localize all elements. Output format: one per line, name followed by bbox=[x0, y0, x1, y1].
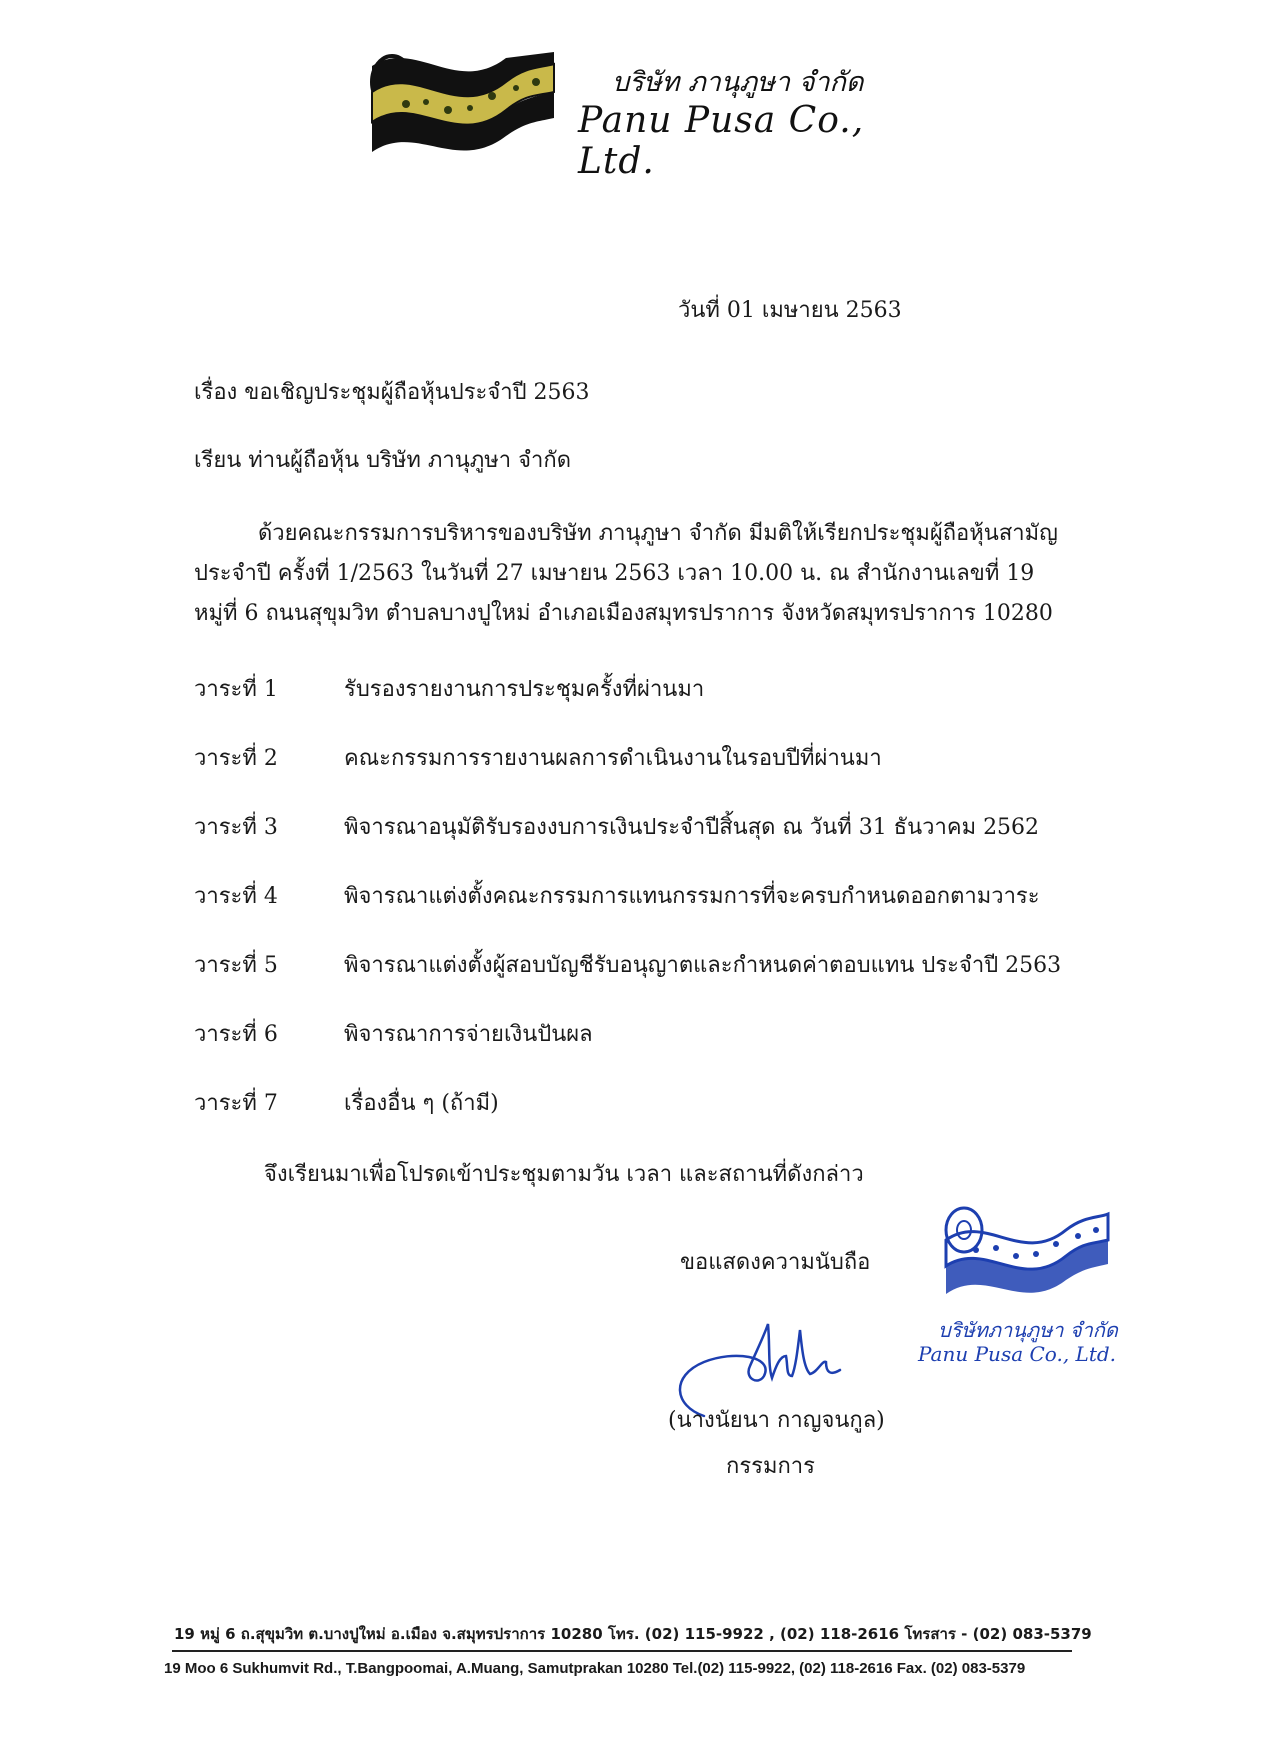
letter-salutation: เรียน ท่านผู้ถือหุ้น บริษัท ภานุภูษา จำกัด bbox=[194, 448, 571, 473]
closing-line: จึงเรียนมาเพื่อโปรดเข้าประชุมตามวัน เวลา และสถานที่ดังกล่าว bbox=[264, 1162, 864, 1187]
footer-address-thai: 19 หมู่ 6 ถ.สุขุมวิท ต.บางปูใหม่ อ.เมือง จ.สมุทรปราการ 10280 โทร. (02) 115-9922 , (02) 118-2616 โทรสาร - (02) 083-5379 bbox=[174, 1625, 1092, 1643]
footer-divider bbox=[172, 1650, 1072, 1652]
agenda-description: พิจารณาอนุมัติรับรองงบการเงินประจำปีสิ้นสุด ณ วันที่ 31 ธันวาคม 2562 bbox=[344, 815, 1040, 840]
company-name-english: Panu Pusa Co., Ltd. bbox=[578, 100, 865, 182]
footer-address-english: 19 Moo 6 Sukhumvit Rd., T.Bangpoomai, A.Muang, Samutprakan 10280 Tel.(02) 115-9922, (02) 118-2616 Fax. (02) 083-5379 bbox=[164, 1660, 1026, 1677]
agenda-number: วาระที่ 6 bbox=[194, 1022, 278, 1047]
signer-title: กรรมการ bbox=[726, 1454, 815, 1479]
agenda-description: พิจารณาแต่งตั้งผู้สอบบัญชีรับอนุญาตและกำหนดค่าตอบแทน ประจำปี 2563 bbox=[344, 953, 1062, 978]
agenda-number: วาระที่ 5 bbox=[194, 953, 278, 978]
company-name-thai: บริษัท ภานุภูษา จำกัด bbox=[612, 67, 864, 98]
stamp-company-thai: บริษัทภานุภูษา จำกัด bbox=[938, 1318, 1118, 1342]
company-logo bbox=[366, 52, 556, 160]
letter-body bbox=[194, 514, 1062, 634]
letterhead bbox=[366, 52, 886, 182]
regards: ขอแสดงความนับถือ bbox=[680, 1250, 871, 1275]
agenda-number: วาระที่ 3 bbox=[194, 815, 278, 840]
agenda-number: วาระที่ 7 bbox=[194, 1091, 278, 1116]
letter-body-text: ด้วยคณะกรรมการบริหารของบริษัท ภานุภูษา จำกัด มีมติให้เรียกประชุมผู้ถือหุ้นสามัญประจำปี ครั้งที่ 1/2563 ในวันที่ 27 เมษายน 2563 เวลา 10.00 น. ณ สำนักงานเลขที่ 19 หมู่ที่ 6 ถนนสุขุมวิท ตำบลบางปูใหม่ อำเภอเมืองสมุทรปราการ จังหวัดสมุทรปราการ 10280 bbox=[194, 521, 1058, 626]
company-stamp bbox=[918, 1204, 1118, 1364]
agenda-description: รับรองรายงานการประชุมครั้งที่ผ่านมา bbox=[344, 677, 705, 702]
agenda-number: วาระที่ 1 bbox=[194, 677, 278, 702]
stamp-logo-icon bbox=[940, 1204, 1110, 1302]
signer-name: (นางนัยนา กาญจนกูล) bbox=[668, 1408, 885, 1433]
agenda-number: วาระที่ 2 bbox=[194, 746, 278, 771]
agenda-description: พิจารณาการจ่ายเงินปันผล bbox=[344, 1022, 593, 1047]
letter-subject: เรื่อง ขอเชิญประชุมผู้ถือหุ้นประจำปี 2563 bbox=[194, 380, 590, 405]
agenda-number: วาระที่ 4 bbox=[194, 884, 278, 909]
letter-date: วันที่ 01 เมษายน 2563 bbox=[678, 298, 902, 323]
agenda-description: คณะกรรมการรายงานผลการดำเนินงานในรอบปีที่ผ่านมา bbox=[344, 746, 882, 771]
agenda-description: เรื่องอื่น ๆ (ถ้ามี) bbox=[344, 1091, 499, 1116]
agenda-description: พิจารณาแต่งตั้งคณะกรรมการแทนกรรมการที่จะครบกำหนดออกตามวาระ bbox=[344, 884, 1040, 909]
stamp-company-english: Panu Pusa Co., Ltd. bbox=[918, 1342, 1117, 1366]
